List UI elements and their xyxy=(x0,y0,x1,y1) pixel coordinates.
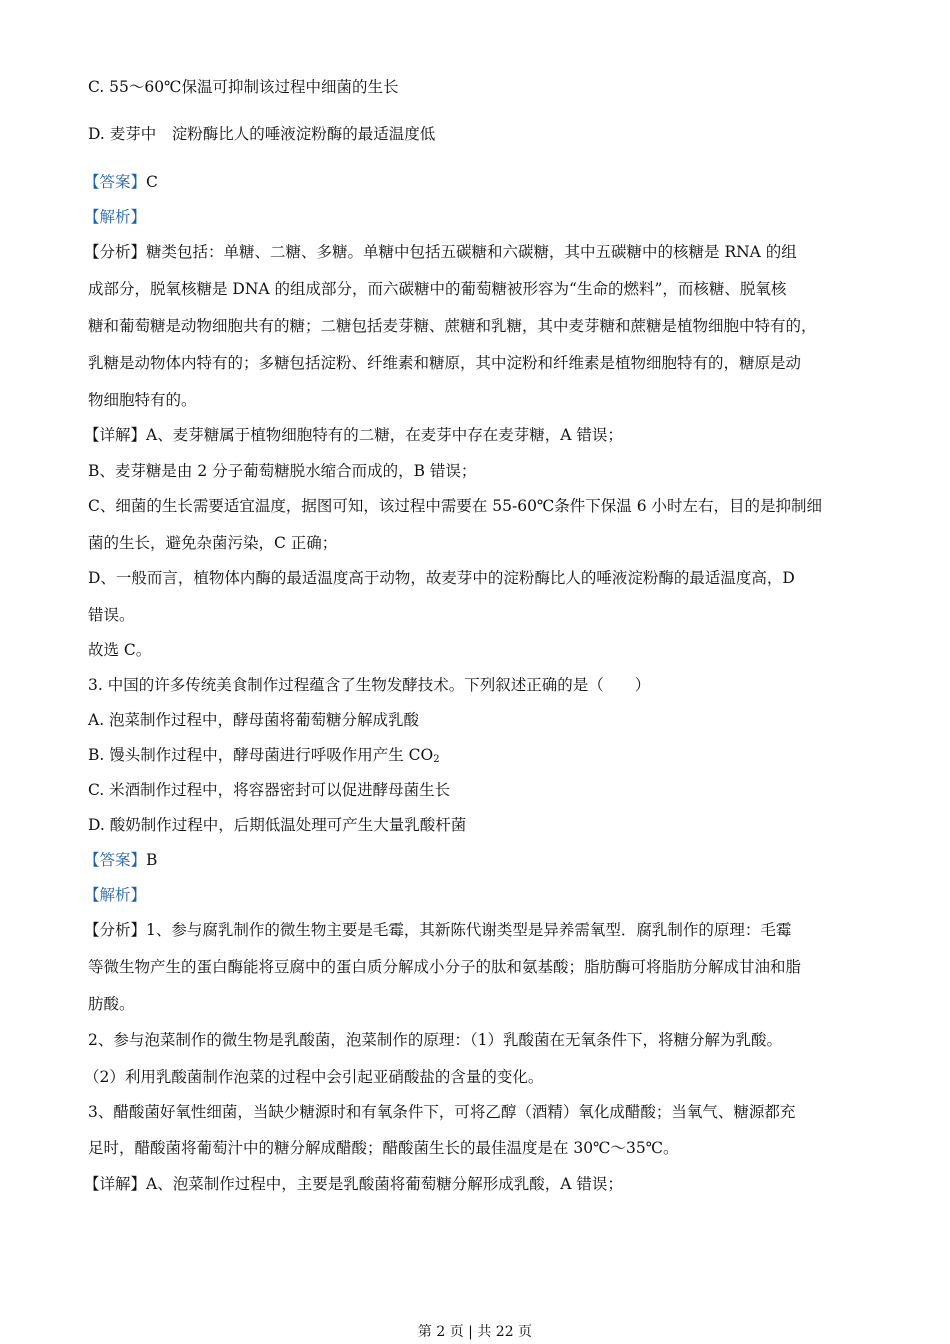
page-footer: 第 2 页 | 共 22 页 xyxy=(417,1324,533,1340)
q2-xiangjie-c: 菌的生长，避免杂菌污染，C 正确； xyxy=(88,534,338,552)
q3-option-c: C. 米酒制作过程中，将容器密封可以促进酵母菌生长 xyxy=(88,781,451,799)
q3-answer xyxy=(84,849,157,871)
q3-fenxi-line: 等微生物产生的蛋白酶能将豆腐中的蛋白质分解成小分子的肽和氨基酸；脂肪酶可将脂肪分解成甘油和脂 xyxy=(88,958,802,976)
q2-xiangjie-b: B、麦芽糖是由 2 分子葡萄糖脱水缩合而成的，B 错误； xyxy=(88,462,477,480)
answer-tag: 【答案】 xyxy=(84,851,147,869)
xiangjie-tag: 【详解】 xyxy=(84,1175,147,1193)
q2-fenxi-line: 成部分，脱氧核糖是 DNA 的组成部分，而六碳糖中的葡萄糖被形容为“生命的燃料”，而核糖、脱氧核 xyxy=(88,280,787,298)
xiangjie-tag: 【详解】 xyxy=(84,426,147,444)
answer-value: C xyxy=(146,173,158,191)
q3-fenxi-line: （2）利用乳酸菌制作泡菜的过程中会引起亚硝酸盐的含量的变化。 xyxy=(84,1068,544,1086)
q2-xiangjie-c: C、细菌的生长需要适宜温度，据图可知，该过程中需要在 55-60℃条件下保温 6 小时左右，目的是抑制细 xyxy=(88,497,823,515)
q2-answer xyxy=(84,171,158,193)
q2-conclusion: 故选 C。 xyxy=(88,641,152,659)
q2-xiangjie-a: 【详解】A、麦芽糖属于植物细胞特有的二糖，在麦芽中存在麦芽糖，A 错误； xyxy=(84,426,623,444)
answer-value: B xyxy=(146,851,158,869)
q3-fenxi-line: 3、醋酸菌好氧性细菌，当缺少糖源时和有氧条件下，可将乙醇（酒精）氧化成醋酸；当氧气、糖源都充 xyxy=(88,1103,796,1121)
q3-fenxi-line: 2、参与泡菜制作的微生物是乳酸菌，泡菜制作的原理：（1）乳酸菌在无氧条件下，将糖分解为乳酸。 xyxy=(88,1031,782,1049)
fenxi-tag: 【分析】 xyxy=(84,921,147,939)
q2-xiangjie-d: 错误。 xyxy=(88,606,135,624)
q3-analysis-tag: 【解析】 xyxy=(84,886,147,904)
q2-analysis-tag: 【解析】 xyxy=(84,208,147,226)
answer-tag: 【答案】 xyxy=(84,173,147,191)
q3-option-b: B. 馒头制作过程中，酵母菌进行呼吸作用产生 $CO_2$ xyxy=(88,746,440,765)
q2-xiangjie-d: D、一般而言，植物体内酶的最适温度高于动物，故麦芽中的淀粉酶比人的唾液淀粉酶的最适温度高，D xyxy=(88,569,795,587)
q3-option-d: D. 酸奶制作过程中，后期低温处理可产生大量乳酸杆菌 xyxy=(88,816,467,834)
q3-fenxi-line: 足时，醋酸菌将葡萄汁中的糖分解成醋酸；醋酸菌生长的最佳温度是在 30℃～35℃。 xyxy=(88,1139,679,1157)
q3-fenxi-line: 【分析】1、参与腐乳制作的微生物主要是毛霉，其新陈代谢类型是异养需氧型．腐乳制作的原理：毛霉 xyxy=(84,921,792,939)
q2-fenxi-line: 糖和葡萄糖是动物细胞共有的糖；二糖包括麦芽糖、蔗糖和乳糖，其中麦芽糖和蔗糖是植物细胞中特有的， xyxy=(88,317,817,335)
q3-fenxi-line: 肪酸。 xyxy=(88,995,135,1013)
q3-option-a: A. 泡菜制作过程中，酵母菌将葡萄糖分解成乳酸 xyxy=(88,711,420,729)
q2-fenxi-line: 【分析】糖类包括：单糖、二糖、多糖。单糖中包括五碳糖和六碳糖，其中五碳糖中的核糖是 RNA 的组 xyxy=(84,243,797,261)
fenxi-tag: 【分析】 xyxy=(84,243,147,261)
q2-option-d: D. 麦芽中 淀粉酶比人的唾液淀粉酶的最适温度低 xyxy=(88,125,436,143)
q3-stem: 3. 中国的许多传统美食制作过程蕴含了生物发酵技术。下列叙述正确的是（ ） xyxy=(88,676,651,694)
q3-xiangjie-a: 【详解】A、泡菜制作过程中，主要是乳酸菌将葡萄糖分解形成乳酸，A 错误； xyxy=(84,1175,623,1193)
q2-fenxi-line: 乳糖是动物体内特有的；多糖包括淀粉、纤维素和糖原，其中淀粉和纤维素是植物细胞特有的，糖原是动 xyxy=(88,354,802,372)
q2-fenxi-line: 物细胞特有的。 xyxy=(88,391,197,409)
q2-option-c: C. 55～60℃保温可抑制该过程中细菌的生长 xyxy=(88,78,399,96)
